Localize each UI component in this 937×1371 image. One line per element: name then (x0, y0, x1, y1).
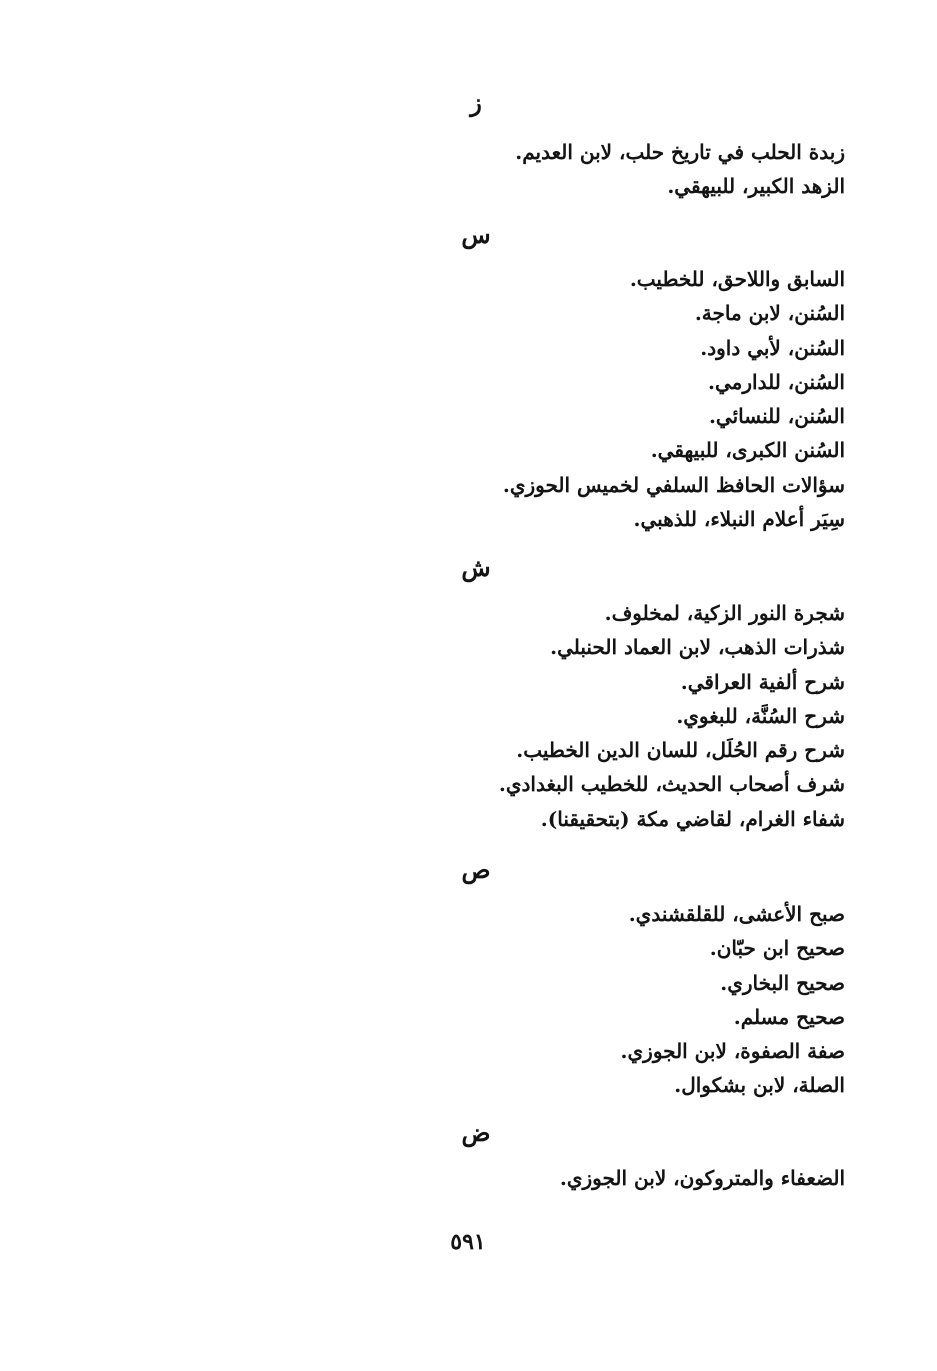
section-heading-sad: ص (461, 855, 491, 884)
list-item: الصلة، لابن بشكوال. (674, 1073, 845, 1098)
list-item: زبدة الحلب في تاريخ حلب، لابن العديم. (515, 140, 845, 164)
list-item: السُنن، لابن ماجة. (694, 301, 845, 326)
list-item: السُنن، للدارمي. (708, 369, 845, 394)
list-item: صحيح البخاري. (720, 970, 845, 995)
list-item: السُنن، للنسائي. (708, 404, 845, 429)
section-sin-entries (145, 262, 845, 536)
list-item: سِيَر أعلام النبلاء، للذهبي. (633, 507, 845, 532)
list-item: السُنن الكبرى، للبيهقي. (650, 438, 845, 463)
list-item: شفاء الغرام، لقاضي مكة (بتحقيقنا). (540, 806, 845, 831)
list-item: شرح ألفية العراقي. (680, 669, 845, 694)
list-item: شرف أصحاب الحديث، للخطيب البغدادي. (498, 772, 845, 797)
list-item: السُنن، لأبي داود. (700, 335, 845, 360)
page-number: ٥٩١ (450, 1229, 486, 1255)
list-item: صبح الأعشى، للقلقشندي. (628, 902, 845, 926)
section-heading-dad: ض (461, 1118, 491, 1147)
list-item: شذرات الذهب، لابن العماد الحنبلي. (550, 635, 845, 660)
list-item: سؤالات الحافظ السلفي لخميس الحوزي. (502, 472, 845, 497)
section-heading-zay: ز (470, 88, 482, 117)
section-shin-entries (145, 596, 845, 836)
list-item: صحيح ابن حبّان. (709, 936, 845, 961)
section-zay-entries (145, 135, 845, 204)
list-item: الضعفاء والمتروكون، لابن الجوزي. (559, 1166, 845, 1190)
list-item: الزهد الكبير، للبيهقي. (667, 174, 845, 199)
list-item: شجرة النور الزكية، لمخلوف. (604, 601, 845, 625)
list-item: شرح السُنَّة، للبغوي. (676, 703, 845, 728)
section-sad-entries (145, 897, 845, 1103)
list-item: شرح رقم الحُلَل، للسان الدين الخطيب. (516, 738, 845, 763)
section-dad-entries (145, 1161, 845, 1195)
list-item: صحيح مسلم. (733, 1004, 845, 1029)
list-item: صفة الصفوة، لابن الجوزي. (620, 1039, 845, 1064)
section-heading-shin: ش (461, 553, 491, 582)
list-item: السابق واللاحق، للخطيب. (629, 267, 845, 291)
section-heading-sin: س (461, 220, 491, 249)
